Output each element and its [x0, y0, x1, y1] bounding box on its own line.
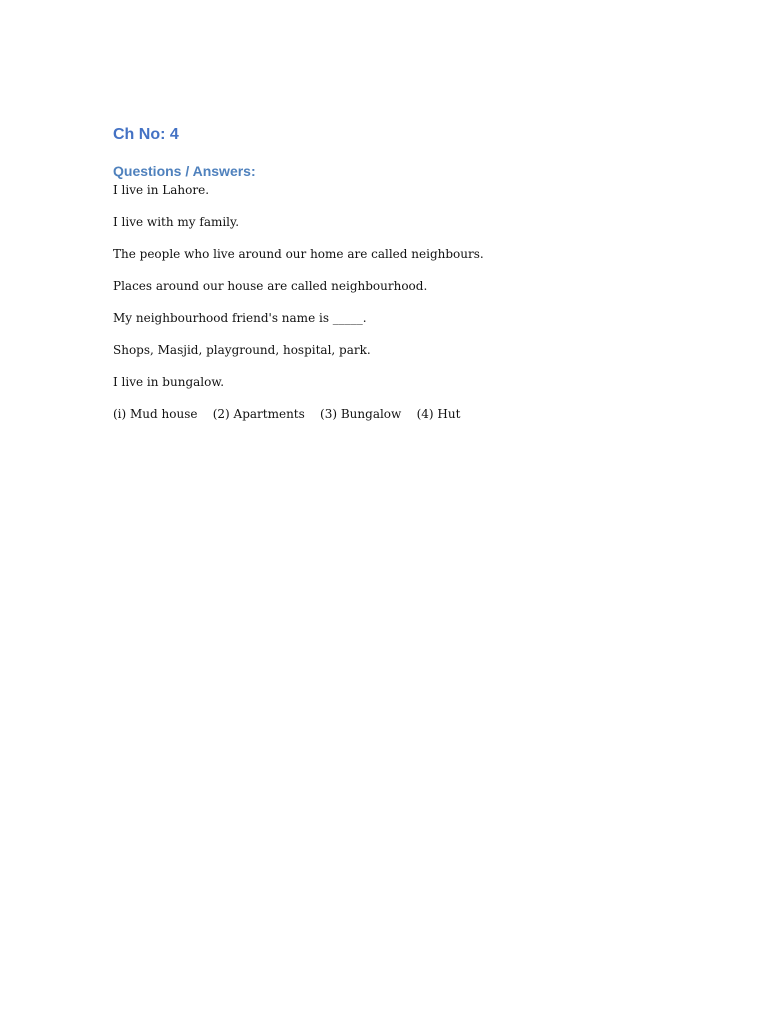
answer-paragraph: My neighbourhood friend's name is _____. [113, 311, 367, 325]
answer-paragraph: Places around our house are called neighbourhood. [113, 279, 428, 293]
document-page [113, 124, 673, 422]
answer-paragraph: The people who live around our home are called neighbours. [113, 247, 484, 261]
options-line: (i) Mud house (2) Apartments (3) Bungalow (4) Hut [113, 407, 461, 421]
answer-paragraph: I live in bungalow. [113, 375, 225, 389]
answer-paragraph: I live with my family. [113, 215, 240, 229]
answer-paragraph: I live in Lahore. [113, 183, 210, 197]
answer-paragraph: Shops, Masjid, playground, hospital, park. [113, 343, 371, 357]
chapter-heading: Ch No: 4 [113, 126, 179, 143]
section-heading: Questions / Answers: [113, 163, 256, 179]
